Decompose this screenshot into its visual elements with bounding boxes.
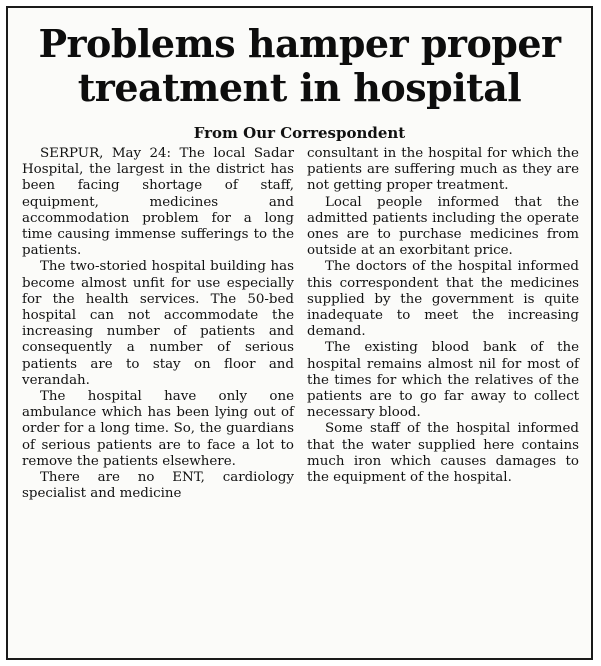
paragraph: The doctors of the hospital informed this correspondent that the medicines supplied by the government is quite inadequate to meet the increasing demand. (307, 259, 579, 340)
byline: From Our Correspondent (193, 124, 406, 142)
paragraph: Some staff of the hospital informed that the water supplied here contains much iron which causes damages to the equipment of the hospital. (307, 421, 579, 486)
paragraph: The existing blood bank of the hospital remains almost nil for most of the times for which the relatives of the patients are to go far away to collect necessary blood. (307, 340, 579, 421)
paragraph: Local people informed that the admitted patients including the operate ones are to purchase medicines from outside at an exorbitant price. (307, 194, 579, 259)
paragraph: SERPUR, May 24: The local Sadar Hospital, the largest in the district has been facing shortage of staff, equipment, medicines and accommodation problem for a long time causing immense sufferings to the patients. (22, 146, 294, 259)
right-column (307, 146, 579, 502)
article-body (8, 142, 591, 502)
paragraph: There are no ENT, cardiology specialist and medicine (22, 470, 294, 502)
headline: Problems hamper proper treatment in hospital (38, 21, 561, 110)
paragraph-continuation: consultant in the hospital for which the patients are suffering much as they are not getting proper treatment. (307, 146, 579, 194)
paragraph: The two-storied hospital building has become almost unfit for use especially for the health services. The 50-bed hospital can not accommodate the increasing number of patients and consequently a number of serious patients are to stay on floor and verandah. (22, 259, 294, 388)
left-column (22, 146, 294, 502)
paragraph: The hospital have only one ambulance which has been lying out of order for a long time. So, the guardians of serious patients are to face a lot to remove the patients elsewhere. (22, 389, 294, 469)
news-clipping (6, 6, 593, 660)
